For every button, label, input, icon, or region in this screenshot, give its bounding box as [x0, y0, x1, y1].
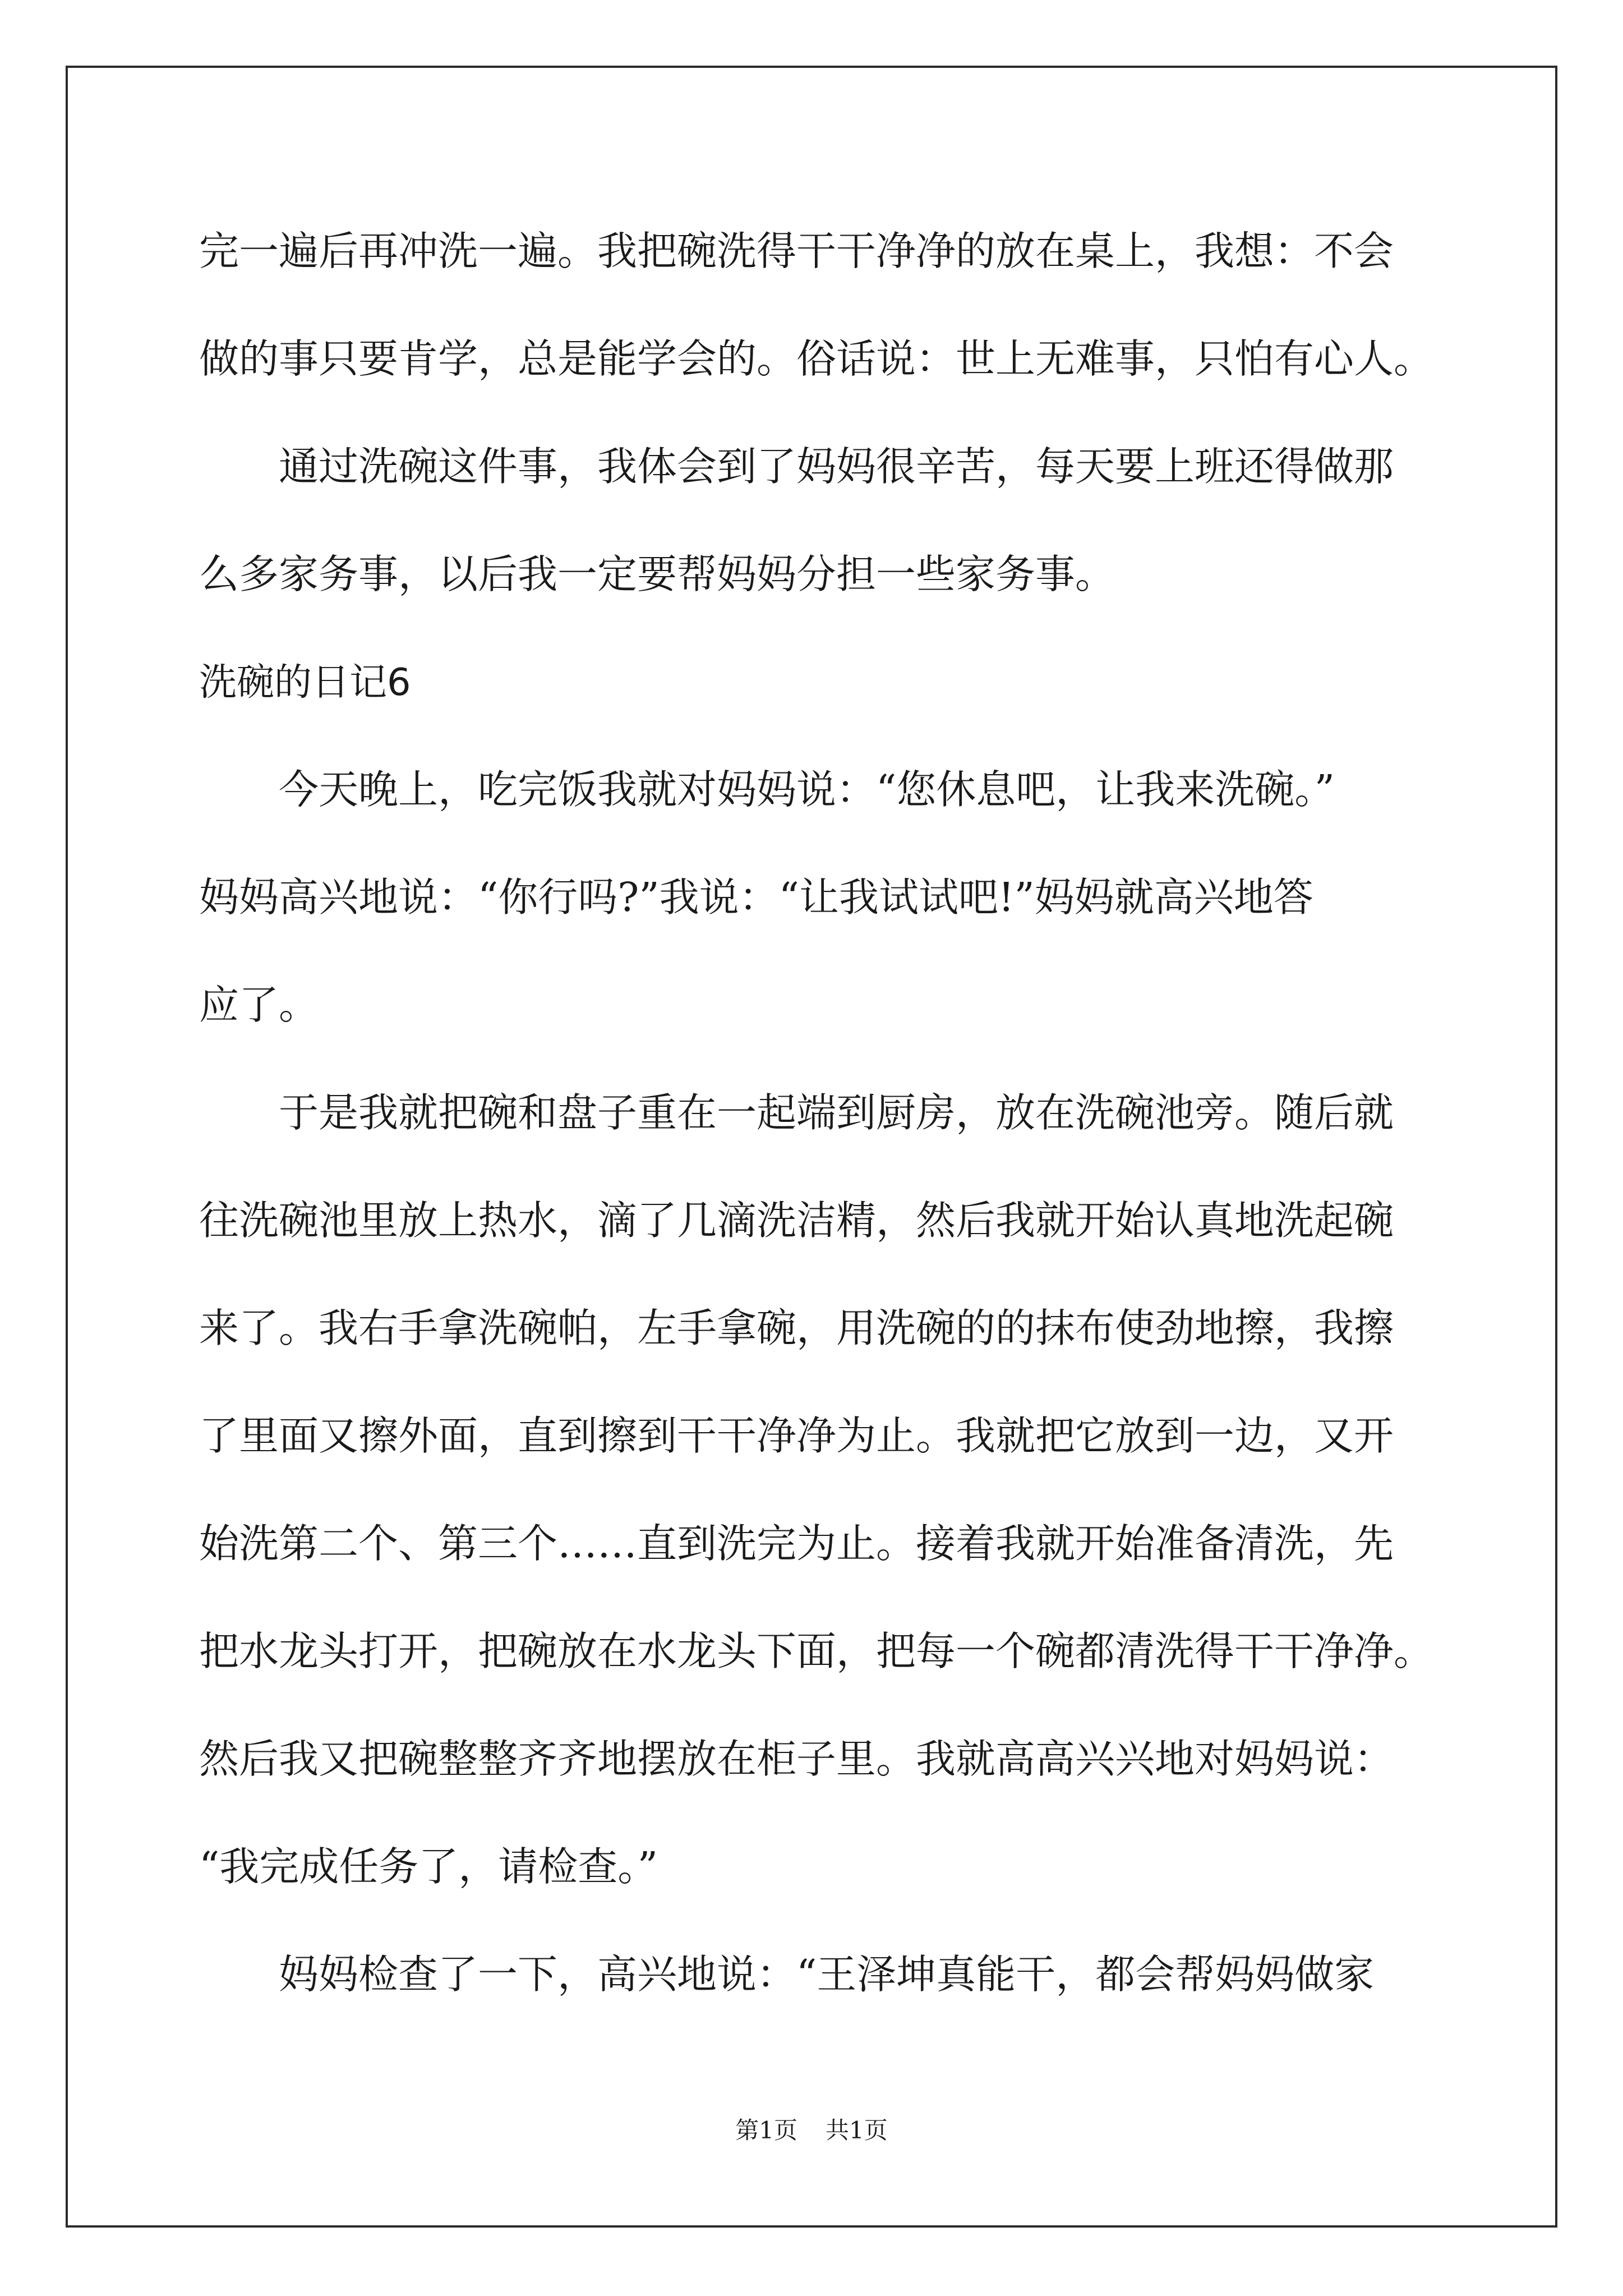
section-heading: 洗碗的日记6 — [199, 660, 411, 704]
text-line: 完一遍后再冲洗一遍。我把碗洗得干干净净的放在桌上，我想：不会 — [199, 228, 1394, 274]
text-line: 往洗碗池里放上热水，滴了几滴洗洁精，然后我就开始认真地洗起碗 — [199, 1197, 1394, 1244]
page-number: 第1页 — [735, 2116, 797, 2144]
page-border — [66, 66, 1557, 2228]
text-line: 妈妈高兴地说：“你行吗?”我说：“让我试试吧!”妈妈就高兴地答 — [199, 874, 1313, 921]
text-line: 做的事只要肯学，总是能学会的。俗话说：世上无难事，只怕有心人。 — [199, 335, 1434, 382]
text-line: 今天晚上，吃完饭我就对妈妈说：“您休息吧，让我来洗碗。” — [279, 766, 1335, 813]
text-line: 始洗第二个、第三个……直到洗完为止。接着我就开始准备清洗，先 — [199, 1520, 1394, 1567]
text-line: 应了。 — [199, 982, 319, 1028]
text-line: 来了。我右手拿洗碗帕，左手拿碗，用洗碗的的抹布使劲地擦，我擦 — [199, 1305, 1394, 1351]
text-line: 么多家务事，以后我一定要帮妈妈分担一些家务事。 — [199, 551, 1115, 597]
text-line: 把水龙头打开，把碗放在水龙头下面，把每一个碗都清洗得干干净净。 — [199, 1628, 1434, 1674]
text-line: “我完成任务了，请检查。” — [199, 1843, 658, 1890]
text-line: 通过洗碗这件事，我体会到了妈妈很辛苦，每天要上班还得做那 — [279, 443, 1394, 490]
text-line: 了里面又擦外面，直到擦到干干净净为止。我就把它放到一边，又开 — [199, 1412, 1394, 1459]
text-line: 于是我就把碗和盘子重在一起端到厨房，放在洗碗池旁。随后就 — [279, 1089, 1394, 1136]
page-total: 共1页 — [826, 2116, 888, 2144]
text-line: 然后我又把碗整整齐齐地摆放在柜子里。我就高高兴兴地对妈妈说： — [199, 1736, 1394, 1782]
page-footer — [0, 2114, 1623, 2147]
text-line: 妈妈检查了一下，高兴地说：“王泽坤真能干，都会帮妈妈做家 — [279, 1951, 1375, 1998]
